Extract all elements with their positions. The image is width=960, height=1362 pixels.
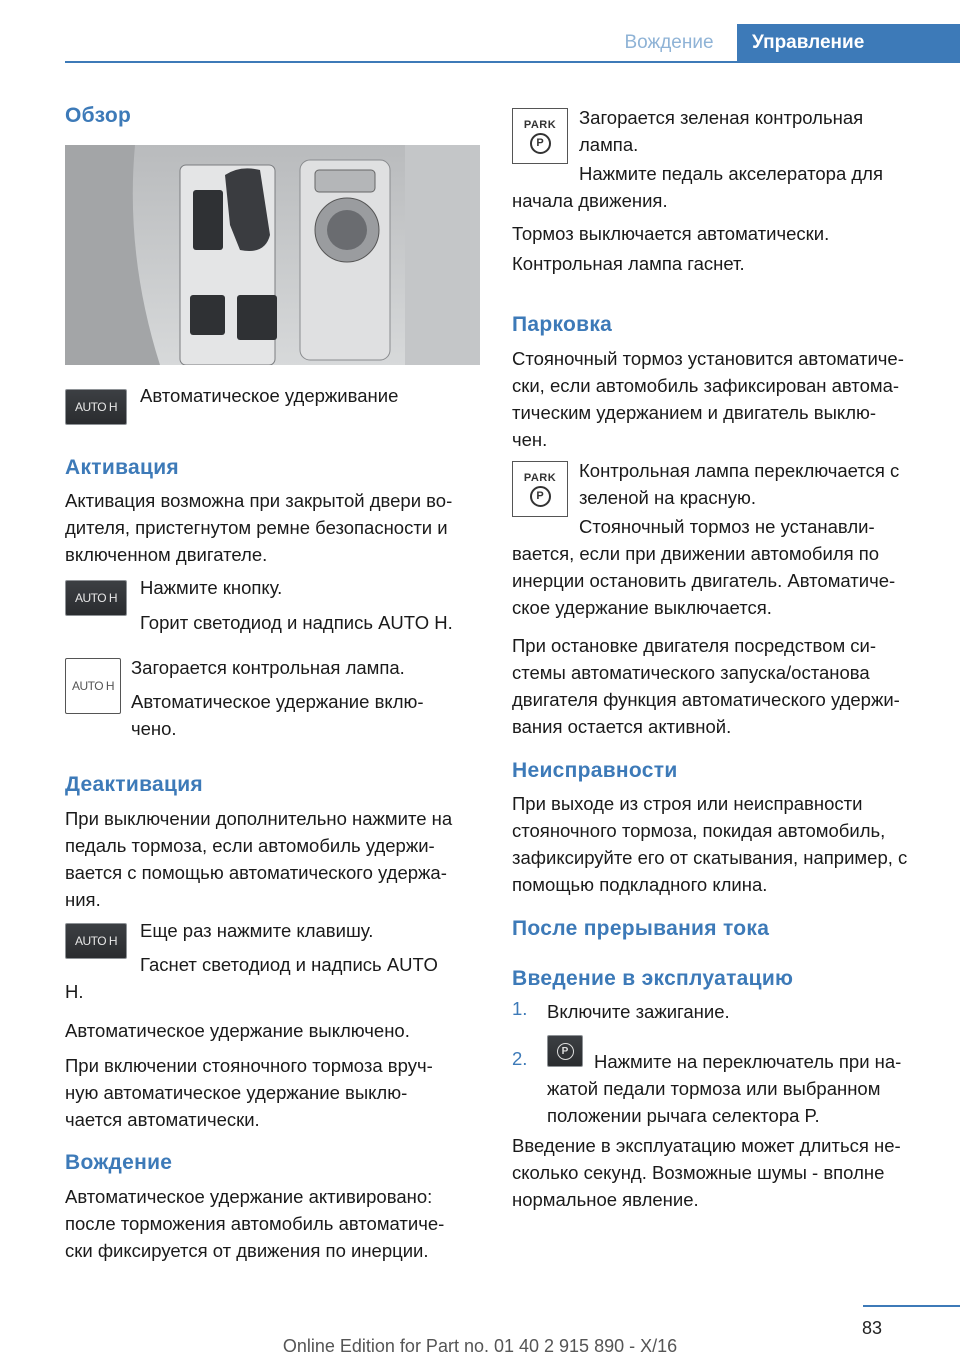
edition-footer: Online Edition for Part no. 01 40 2 915 890 - X/16 <box>282 1336 678 1356</box>
park-indicator-icon <box>512 108 568 164</box>
auto-start-stop-text: При остановке двигателя посредством си- стемы автоматического запуска/останова двигателя функция автоматического удержи- вания остается активной. <box>512 635 900 737</box>
press-again-text: Еще раз нажмите клавишу. <box>140 920 374 941</box>
heading-commissioning: Введение в эксплуатацию <box>512 967 794 990</box>
page-number: 83 <box>862 1318 883 1338</box>
lamp-off-text: Контрольная лампа гаснет. <box>512 253 745 274</box>
hold-disabled-text: Автоматическое удержание выключено. <box>65 1020 410 1041</box>
step-2-text: Нажмите на переключатель при на- жатой педали тормоза или выбранном положении рычага селектора P. <box>547 1051 902 1126</box>
heading-power-interruption: После прерывания тока <box>512 917 770 940</box>
header-rule <box>65 61 960 63</box>
lamp-switch-text: Контрольная лампа переключается с зеленой на красную. <box>579 460 900 508</box>
brake-not-set-text: Стояночный тормоз не устанавли- вается, если при движении автомобиля по инерции остановить двигатель. Автоматиче- ское удержание выключается. <box>512 516 896 618</box>
step-1-text: Включите зажигание. <box>547 1001 730 1022</box>
press-accelerator-text: Нажмите педаль акселератора для начала движения. <box>512 163 883 211</box>
press-button-text: Нажмите кнопку. <box>140 577 283 598</box>
heading-driving: Вождение <box>65 1151 173 1174</box>
malfunction-text: При выходе из строя или неисправности стояночного тормоза, покидая автомобиль, зафиксируйте его от скатывания, например, с помощью подкладного клина. <box>512 793 908 895</box>
park-circle-icon: P <box>557 1043 574 1060</box>
driving-text: Автоматическое удержание активировано: после торможения автомобиль автоматиче- ски фиксируется от движения по инерции. <box>65 1186 445 1261</box>
console-photo <box>65 145 480 365</box>
led-off-text: Гаснет светодиод и надпись AUTO H. <box>65 954 438 1002</box>
commissioning-text: Введение в эксплуатацию может длиться не- сколько секунд. Возможные шумы - вполне нормальное явление. <box>512 1135 901 1210</box>
park-label: PARK <box>523 471 557 484</box>
header-tab-controls[interactable]: Управление <box>737 24 960 61</box>
green-lamp-text: Загорается зеленая контрольная лампа. <box>579 107 864 155</box>
center-console-illustration <box>65 145 480 365</box>
auto-hold-button-icon: AUTO H <box>65 923 127 959</box>
activation-text: Активация возможна при закрытой двери во- дителя, пристегнутом ремне безопасности и включенном двигателе. <box>65 490 453 565</box>
deactivation-text: При выключении дополнительно нажмите на педаль тормоза, если автомобиль удержи- вается с помощью автоматического удержа- ния. <box>65 808 453 910</box>
heading-malfunction: Неисправности <box>512 759 678 782</box>
parking-text: Стояночный тормоз установится автоматиче- ски, если автомобиль зафиксирован автома- тическим удержанием и двигатель выклю- чен. <box>512 348 904 450</box>
heading-parking: Парковка <box>512 313 613 336</box>
heading-overview: Обзор <box>65 104 132 127</box>
hold-enabled-text: Автоматическое удержание вклю- чено. <box>131 691 424 739</box>
led-on-text: Горит светодиод и надпись AUTO H. <box>140 612 453 633</box>
lamp-on-text: Загорается контрольная лампа. <box>131 657 405 678</box>
park-circle-icon: P <box>530 486 551 507</box>
step-2-number: 2. <box>512 1048 528 1069</box>
park-circle-icon: P <box>530 133 551 154</box>
parking-brake-text: При включении стояночного тормоза вруч- ную автоматическое удержание выклю- чается автоматически. <box>65 1055 433 1130</box>
park-indicator-icon <box>512 461 568 517</box>
park-label: PARK <box>523 118 557 131</box>
heading-deactivation: Деактивация <box>65 773 203 796</box>
auto-hold-button-icon: AUTO H <box>65 389 127 425</box>
auto-hold-caption: Автоматическое удерживание <box>140 385 399 406</box>
header-tab-driving[interactable]: Вождение <box>624 32 714 53</box>
footer-rule <box>863 1305 960 1307</box>
heading-activation: Активация <box>65 456 179 479</box>
brake-release-text: Тормоз выключается автоматически. <box>512 223 830 244</box>
step-1-number: 1. <box>512 998 528 1019</box>
auto-hold-indicator-icon: AUTO H <box>65 658 121 714</box>
auto-hold-button-icon: AUTO H <box>65 580 127 616</box>
